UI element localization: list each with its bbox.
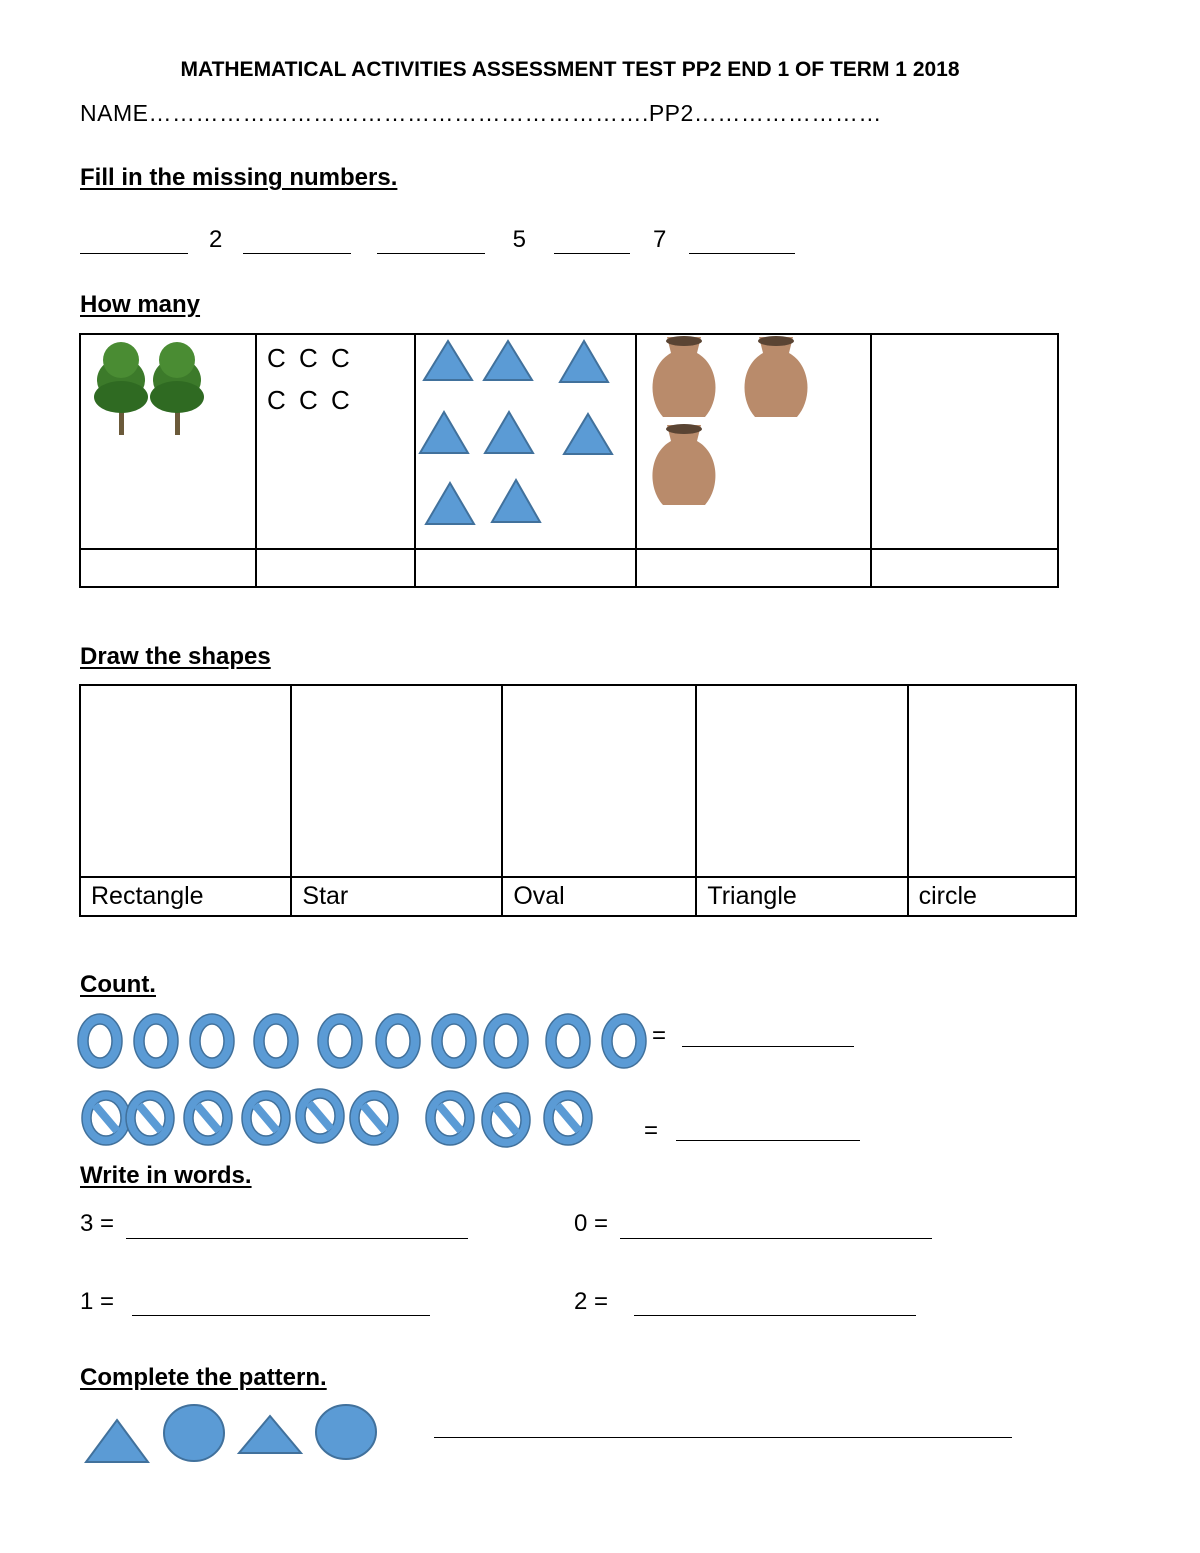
name-line: NAME……………………………………………………….PP2…………………… (80, 100, 882, 126)
circle-icon (316, 1405, 376, 1459)
draw-shapes-table (79, 684, 1077, 917)
fill-missing-heading: Fill in the missing numbers. (80, 164, 398, 191)
triangle-icon (420, 412, 468, 453)
equals-sign: = (652, 1022, 667, 1049)
triangles-illustration (416, 335, 635, 535)
no-symbol-icon (82, 1091, 130, 1145)
no-symbol-icon (482, 1093, 530, 1147)
no-symbol-icon (242, 1091, 290, 1145)
answer-box[interactable] (415, 549, 636, 587)
answer-box[interactable] (80, 549, 256, 587)
pattern-heading: Complete the pattern. (80, 1364, 327, 1391)
pots-illustration (637, 335, 870, 525)
shape-label: Rectangle (80, 877, 291, 916)
word-answer-line[interactable] (126, 1238, 468, 1239)
no-symbol-icon (184, 1091, 232, 1145)
count-heading: Count. (80, 971, 156, 998)
drawing-box[interactable] (908, 685, 1076, 877)
triangle-icon (426, 483, 474, 524)
drawing-box[interactable] (696, 685, 907, 877)
word-prompt: 2 = (574, 1288, 609, 1315)
letters-row: C C C (267, 385, 353, 415)
answer-box[interactable] (636, 549, 871, 587)
shape-label: Oval (502, 877, 696, 916)
no-symbol-icon (126, 1091, 174, 1145)
triangles-cell (415, 334, 636, 549)
triangle-icon (560, 341, 608, 382)
word-prompt: 0 = (574, 1210, 609, 1237)
triangle-icon (564, 414, 612, 454)
triangle-icon (484, 341, 532, 380)
sequence-number: 5 (512, 226, 527, 253)
triangle-icon (239, 1416, 301, 1453)
missing-number-blank[interactable] (80, 229, 188, 254)
pot-icon (653, 336, 716, 417)
count-answer-line[interactable] (676, 1140, 860, 1141)
shape-label: Triangle (696, 877, 907, 916)
word-answer-line[interactable] (620, 1238, 932, 1239)
triangle-icon (424, 341, 472, 380)
drawing-box[interactable] (80, 685, 291, 877)
trees-cell (80, 334, 256, 549)
triangle-icon (485, 412, 533, 453)
triangle-icon (492, 480, 540, 522)
count-answer-line[interactable] (682, 1046, 854, 1047)
pots-cell (636, 334, 871, 549)
no-symbol-icon (544, 1091, 592, 1145)
draw-shapes-heading: Draw the shapes (80, 643, 271, 670)
word-answer-line[interactable] (634, 1315, 916, 1316)
worksheet-title: MATHEMATICAL ACTIVITIES ASSESSMENT TEST PP2 END 1 OF TERM 1 2018 (180, 58, 960, 81)
missing-number-blank[interactable] (243, 229, 351, 254)
missing-number-blank[interactable] (377, 229, 485, 254)
write-words-heading: Write in words. (80, 1162, 252, 1189)
word-answer-line[interactable] (132, 1315, 430, 1316)
tree-icon (94, 342, 148, 435)
answer-box[interactable] (871, 549, 1058, 587)
word-prompt: 1 = (80, 1288, 115, 1315)
how-many-heading: How many (80, 291, 201, 318)
shape-label: circle (908, 877, 1076, 916)
tree-icon (150, 342, 204, 435)
sequence-number: 2 (208, 226, 223, 253)
drawing-box[interactable] (502, 685, 696, 877)
letters-cell (256, 334, 415, 549)
letters-row: C C C (267, 343, 353, 373)
rings-row (76, 1010, 676, 1072)
number-sequence (80, 226, 795, 254)
pot-icon (653, 424, 716, 505)
circle-icon (164, 1405, 224, 1461)
missing-number-blank[interactable] (689, 229, 795, 254)
no-symbols-row (78, 1084, 598, 1148)
word-prompt: 3 = (80, 1210, 115, 1237)
pattern-answer-line[interactable] (434, 1437, 1012, 1438)
answer-box[interactable] (256, 549, 415, 587)
pattern-sequence (80, 1400, 390, 1468)
sequence-number: 7 (653, 226, 667, 253)
no-symbol-icon (350, 1091, 398, 1145)
no-symbol-icon (296, 1089, 344, 1143)
trees-illustration (81, 335, 255, 445)
drawing-box[interactable] (291, 685, 502, 877)
empty-cell (871, 334, 1058, 549)
missing-number-blank[interactable] (554, 229, 630, 254)
shape-label: Star (291, 877, 502, 916)
triangle-icon (86, 1420, 148, 1462)
how-many-table (79, 333, 1059, 588)
pot-icon (745, 336, 808, 417)
no-symbol-icon (426, 1091, 474, 1145)
equals-sign: = (644, 1117, 659, 1144)
